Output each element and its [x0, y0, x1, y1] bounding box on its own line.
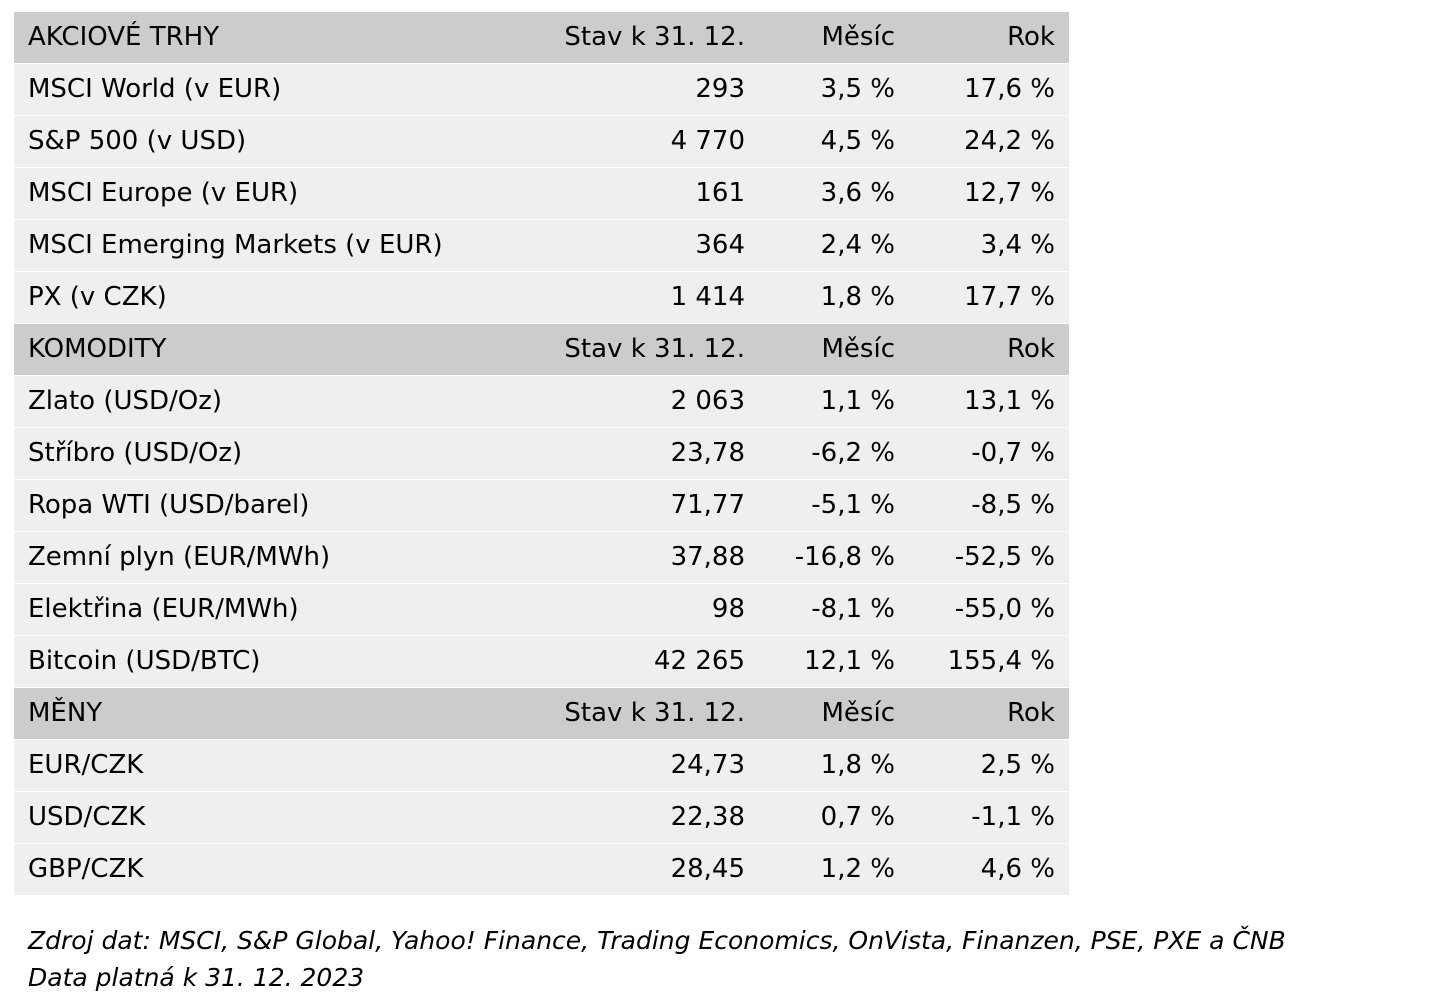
- section-title: KOMODITY: [14, 324, 534, 376]
- row-month: 1,1 %: [759, 376, 909, 428]
- table-row: [14, 428, 1069, 480]
- row-year: -0,7 %: [909, 428, 1069, 480]
- row-value: 24,73: [534, 740, 759, 792]
- row-value: 293: [534, 64, 759, 116]
- row-label: PX (v CZK): [14, 272, 534, 324]
- row-value: 42 265: [534, 636, 759, 688]
- row-label: Bitcoin (USD/BTC): [14, 636, 534, 688]
- row-value: 4 770: [534, 116, 759, 168]
- row-year: 13,1 %: [909, 376, 1069, 428]
- row-value: 37,88: [534, 532, 759, 584]
- row-value: 364: [534, 220, 759, 272]
- row-year: 17,7 %: [909, 272, 1069, 324]
- row-value: 71,77: [534, 480, 759, 532]
- row-label: MSCI Europe (v EUR): [14, 168, 534, 220]
- footer-note: [28, 922, 1438, 996]
- row-year: -52,5 %: [909, 532, 1069, 584]
- row-month: -5,1 %: [759, 480, 909, 532]
- column-header-month: Měsíc: [759, 688, 909, 740]
- row-month: -8,1 %: [759, 584, 909, 636]
- row-value: 28,45: [534, 844, 759, 896]
- table-row: [14, 272, 1069, 324]
- data-validity-line: Data platná k 31. 12. 2023: [28, 963, 365, 992]
- row-label: EUR/CZK: [14, 740, 534, 792]
- row-label: MSCI Emerging Markets (v EUR): [14, 220, 534, 272]
- row-value: 98: [534, 584, 759, 636]
- row-label: GBP/CZK: [14, 844, 534, 896]
- table-row: [14, 168, 1069, 220]
- row-value: 23,78: [534, 428, 759, 480]
- row-month: 12,1 %: [759, 636, 909, 688]
- row-label: Ropa WTI (USD/barel): [14, 480, 534, 532]
- column-header-year: Rok: [909, 12, 1069, 64]
- row-year: 3,4 %: [909, 220, 1069, 272]
- table-row: [14, 220, 1069, 272]
- row-month: 0,7 %: [759, 792, 909, 844]
- row-label: S&P 500 (v USD): [14, 116, 534, 168]
- column-header-year: Rok: [909, 688, 1069, 740]
- row-value: 1 414: [534, 272, 759, 324]
- row-year: -55,0 %: [909, 584, 1069, 636]
- section-header-currencies: [14, 688, 1069, 740]
- section-header-commodities: [14, 324, 1069, 376]
- table-row: [14, 64, 1069, 116]
- row-label: Zemní plyn (EUR/MWh): [14, 532, 534, 584]
- column-header-value: Stav k 31. 12.: [534, 324, 759, 376]
- table-row: [14, 636, 1069, 688]
- row-value: 22,38: [534, 792, 759, 844]
- column-header-value: Stav k 31. 12.: [534, 12, 759, 64]
- row-value: 2 063: [534, 376, 759, 428]
- row-month: 4,5 %: [759, 116, 909, 168]
- table-row: [14, 844, 1069, 896]
- row-label: Elektřina (EUR/MWh): [14, 584, 534, 636]
- row-label: USD/CZK: [14, 792, 534, 844]
- section-title: MĚNY: [14, 688, 534, 740]
- row-year: 2,5 %: [909, 740, 1069, 792]
- row-year: 17,6 %: [909, 64, 1069, 116]
- row-year: 155,4 %: [909, 636, 1069, 688]
- column-header-value: Stav k 31. 12.: [534, 688, 759, 740]
- column-header-month: Měsíc: [759, 12, 909, 64]
- row-year: 24,2 %: [909, 116, 1069, 168]
- column-header-year: Rok: [909, 324, 1069, 376]
- market-data-table: [14, 12, 1069, 896]
- table-row: [14, 740, 1069, 792]
- row-year: 12,7 %: [909, 168, 1069, 220]
- row-month: 1,2 %: [759, 844, 909, 896]
- row-label: Stříbro (USD/Oz): [14, 428, 534, 480]
- row-label: Zlato (USD/Oz): [14, 376, 534, 428]
- row-year: 4,6 %: [909, 844, 1069, 896]
- row-month: 2,4 %: [759, 220, 909, 272]
- row-month: -6,2 %: [759, 428, 909, 480]
- section-title: AKCIOVÉ TRHY: [14, 12, 534, 64]
- table-row: [14, 532, 1069, 584]
- table-row: [14, 792, 1069, 844]
- row-year: -8,5 %: [909, 480, 1069, 532]
- table-row: [14, 480, 1069, 532]
- row-month: 1,8 %: [759, 272, 909, 324]
- row-year: -1,1 %: [909, 792, 1069, 844]
- table-row: [14, 376, 1069, 428]
- row-month: 3,5 %: [759, 64, 909, 116]
- row-value: 161: [534, 168, 759, 220]
- row-month: 1,8 %: [759, 740, 909, 792]
- column-header-month: Měsíc: [759, 324, 909, 376]
- row-month: -16,8 %: [759, 532, 909, 584]
- table-row: [14, 116, 1069, 168]
- table-row: [14, 584, 1069, 636]
- row-label: MSCI World (v EUR): [14, 64, 534, 116]
- data-source-line: Zdroj dat: MSCI, S&P Global, Yahoo! Finance, Trading Economics, OnVista, Finanzen, PSE, PXE a ČNB: [28, 926, 1286, 955]
- row-month: 3,6 %: [759, 168, 909, 220]
- section-header-equities: [14, 12, 1069, 64]
